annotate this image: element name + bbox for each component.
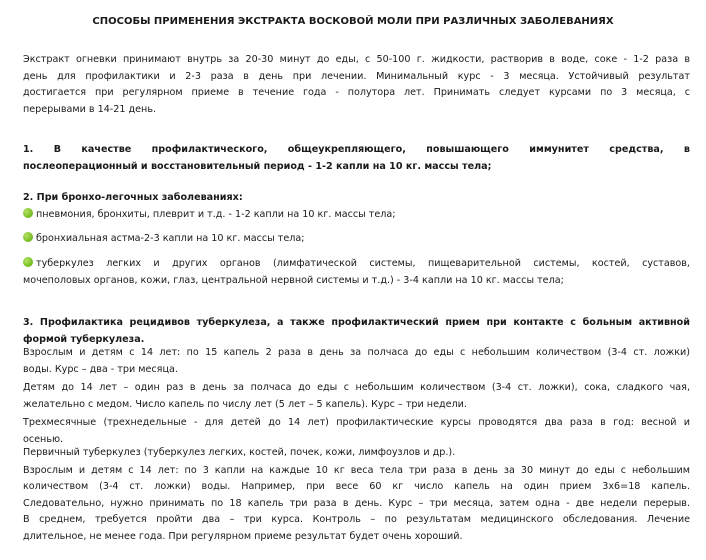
section-2-heading: 2. При бронхо-легочных заболеваниях: (23, 192, 243, 203)
intro-line: Экстракт огневки принимают внутрь за 20-30 минут до еды, с 50-100 г. жидкости, растворив в воде, соке - 1-2 раза в (23, 54, 690, 65)
page-title: СПОСОБЫ ПРИМЕНЕНИЯ ЭКСТРАКТА ВОСКОВОЙ МОЛИ ПРИ РАЗЛИЧНЫХ ЗАБОЛЕВАНИЯХ (92, 16, 614, 27)
section-3-heading-line: формой туберкулеза. (23, 333, 145, 345)
bullet-text: мочеполовых органов, кожи, глаз, центральной нервной системы и т.д.) - 3-4 капли на 10 кг. массы тела; (23, 274, 564, 286)
bullet-item (23, 207, 690, 224)
paragraph-line: Взрослым и детям с 14 лет: по 3 капли на каждые 10 кг веса тела три раза в день за 30 минут до еды с небольшим (23, 464, 690, 476)
paragraph-line: осенью. (23, 433, 64, 445)
paragraph-line: количеством (3-4 ст. ложки) воды. Например, при весе 60 кг число капель на один прием 3х6=18 капель. (23, 481, 690, 492)
green-bullet-icon (23, 257, 33, 267)
bullet-text: пневмония, бронхиты, плеврит и т.д. - 1-2 капли на 10 кг. массы тела; (36, 209, 396, 220)
paragraph-line: Первичный туберкулез (туберкулез легких, костей, почек, кожи, лимфоузлов и др.). (23, 447, 456, 458)
green-bullet-icon (23, 232, 33, 242)
intro-paragraph (23, 52, 690, 118)
intro-line: достигается при регулярном приеме в течение года - полутора лет. Принимать следует курсами по 3 месяца, с (23, 87, 690, 98)
section-1-line: послеоперационный и восстановительный период - 1-2 капли на 10 кг. массы тела; (23, 160, 492, 172)
bullet-text: бронхиальная астма-2-3 капли на 10 кг. массы тела; (36, 233, 305, 244)
paragraph-line: Следовательно, нужно принимать по 18 капель три раза в день. Курс – три месяца, затем одна - две недели перерыв. (23, 497, 690, 509)
section-1-line: 1. В качестве профилактического, общеукрепляющего, повышающего иммунитет средства, в (23, 144, 690, 155)
paragraph-line: В среднем, требуется пройти два – три курса. Контроль – по результатам медицинского обследования. Лечение (23, 514, 690, 525)
section-3-heading (23, 315, 690, 348)
section-1 (23, 142, 690, 175)
paragraph-line: Детям до 14 лет – один раз в день за полчаса до еды с небольшим количеством (3-4 ст. ложки), сока, сладкого чая, (23, 382, 690, 393)
paragraph-line: Взрослым и детям с 14 лет: по 15 капель 2 раза в день за полчаса до еды с небольшим количеством (3-4 ст. ложки) (23, 347, 690, 358)
bullet-item (23, 231, 690, 248)
section-3-body (23, 345, 690, 448)
bullet-text: туберкулез легких и других органов (лимфатической системы, пищеварительной системы, костей, суставов, (36, 258, 690, 269)
bullet-item (23, 256, 690, 289)
intro-line: день для профилактики и 2-3 раза в день при лечении. Минимальный курс - 3 месяца. Устойчивый результат (23, 70, 690, 82)
green-bullet-icon (23, 208, 33, 218)
intro-line: перерывами в 14-21 день. (23, 103, 157, 115)
section-3-primary-tb (23, 445, 690, 545)
paragraph-line: желательно с медом. Число капель по числу лет (5 лет – 5 капель). Курс – три недели. (23, 398, 467, 410)
paragraph-line: длительное, не менее года. При регулярном приеме результат будет очень хороший. (23, 530, 463, 542)
section-3-heading-line: 3. Профилактика рецидивов туберкулеза, а также профилактический прием при контакте с больным активной (23, 317, 690, 328)
paragraph-line: Трехмесячные (трехнедельные - для детей до 14 лет) профилактические курсы проводятся два раза в год: весной и (23, 417, 690, 428)
paragraph-line: воды. Курс – два - три месяца. (23, 363, 178, 375)
